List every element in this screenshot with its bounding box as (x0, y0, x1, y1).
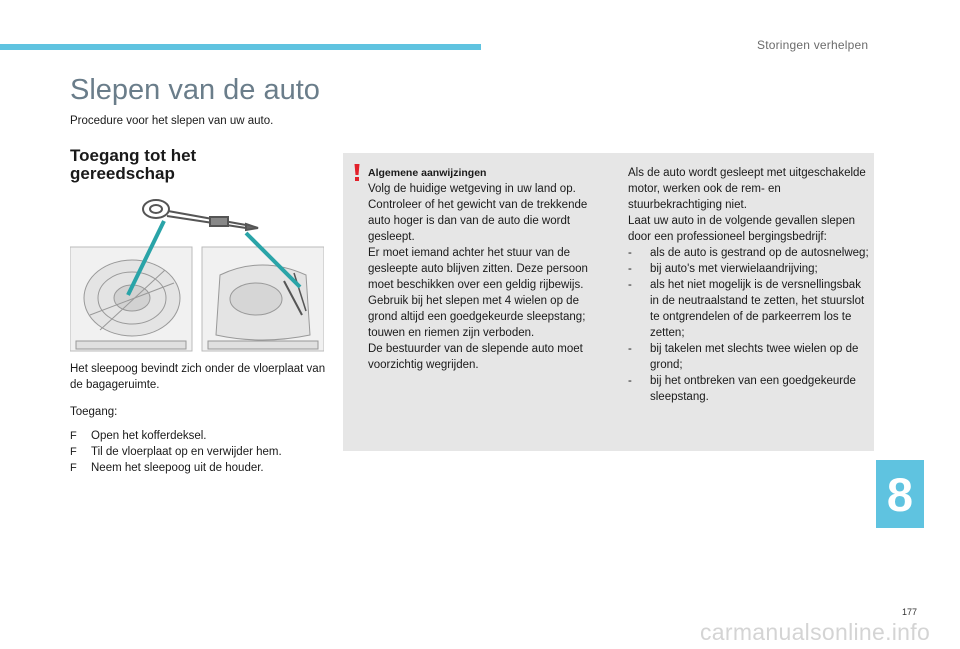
info-paragraph: Er moet iemand achter het stuur van de gesleepte auto blijven zitten. Deze persoon moet beschikken over een geldig rijbewijs. (368, 247, 588, 291)
page-number: 177 (902, 607, 918, 617)
step-text: Open het kofferdeksel. (91, 430, 207, 442)
step-bullet: F (70, 446, 77, 458)
warning-icon (353, 164, 361, 181)
towing-eye-illustration (70, 195, 324, 355)
list-item (628, 341, 873, 373)
list-item (628, 245, 873, 261)
info-paragraph: Volg de huidige wetgeving in uw land op. (368, 183, 576, 195)
location-text: Het sleepoog bevindt zich onder de vloerplaat van de bagageruimte. (70, 363, 326, 391)
list-item-text: bij het ontbreken van een goedgekeurde sleepstang. (650, 375, 856, 403)
list-dash: - (628, 263, 632, 275)
step-text: Neem het sleepoog uit de houder. (91, 462, 264, 474)
step-list (70, 428, 282, 476)
section-heading (70, 147, 196, 183)
section-heading-line1: Toegang tot het (70, 146, 197, 165)
list-item (628, 261, 873, 277)
info-col-1 (368, 165, 608, 373)
section-name: Storingen verhelpen (757, 38, 869, 52)
list-dash: - (628, 279, 632, 291)
step-bullet: F (70, 462, 77, 474)
list-item (628, 277, 873, 341)
info-paragraph: Gebruik bij het slepen met 4 wielen op de grond altijd een goedgekeurde sleepstang; touwen en riemen zijn verboden. (368, 295, 586, 339)
list-dash: - (628, 375, 632, 387)
info-paragraph: Controleer of het gewicht van de trekkende auto hoger is dan van de auto die wordt gesleept. (368, 199, 588, 243)
info-paragraph: Als de auto wordt gesleept met uitgeschakelde motor, werken ook de rem- en stuurbekrachtiging niet. (628, 167, 866, 211)
list-dash: - (628, 343, 632, 355)
info-heading: Algemene aanwijzingen (368, 167, 487, 179)
watermark: carmanualsonline.info (700, 619, 931, 645)
list-item (70, 444, 282, 460)
list-item-text: bij takelen met slechts twee wielen op de grond; (650, 343, 859, 371)
page-subtitle: Procedure voor het slepen van uw auto. (70, 115, 274, 127)
list-item (628, 373, 873, 405)
tool-compartment (202, 247, 324, 351)
condition-list (628, 245, 873, 405)
page-title: Slepen van de auto (70, 74, 320, 106)
list-item (70, 428, 282, 444)
list-dash: - (628, 247, 632, 259)
info-paragraph: Laat uw auto in de volgende gevallen slepen door een professioneel bergingsbedrijf: (628, 215, 855, 243)
section-heading-line2: gereedschap (70, 164, 175, 183)
list-item (70, 460, 282, 476)
step-bullet: F (70, 430, 77, 442)
access-label: Toegang: (70, 406, 118, 418)
info-paragraph: De bestuurder van de slepende auto moet voorzichtig wegrijden. (368, 343, 583, 371)
header-accent-bar (0, 44, 481, 50)
info-col-2 (628, 165, 873, 405)
list-item-text: als het niet mogelijk is de versnellingsbak in de neutraalstand te zetten, het stuurslot te ontgrendelen of de parkeerrem los te zetten; (650, 279, 865, 339)
spare-wheel-compartment (70, 247, 192, 351)
step-text: Til de vloerplaat op en verwijder hem. (91, 446, 282, 458)
list-item-text: bij auto's met vierwielaandrijving; (650, 263, 818, 275)
chapter-number: 8 (876, 460, 924, 528)
list-item-text: als de auto is gestrand op de autosnelweg; (650, 247, 869, 259)
